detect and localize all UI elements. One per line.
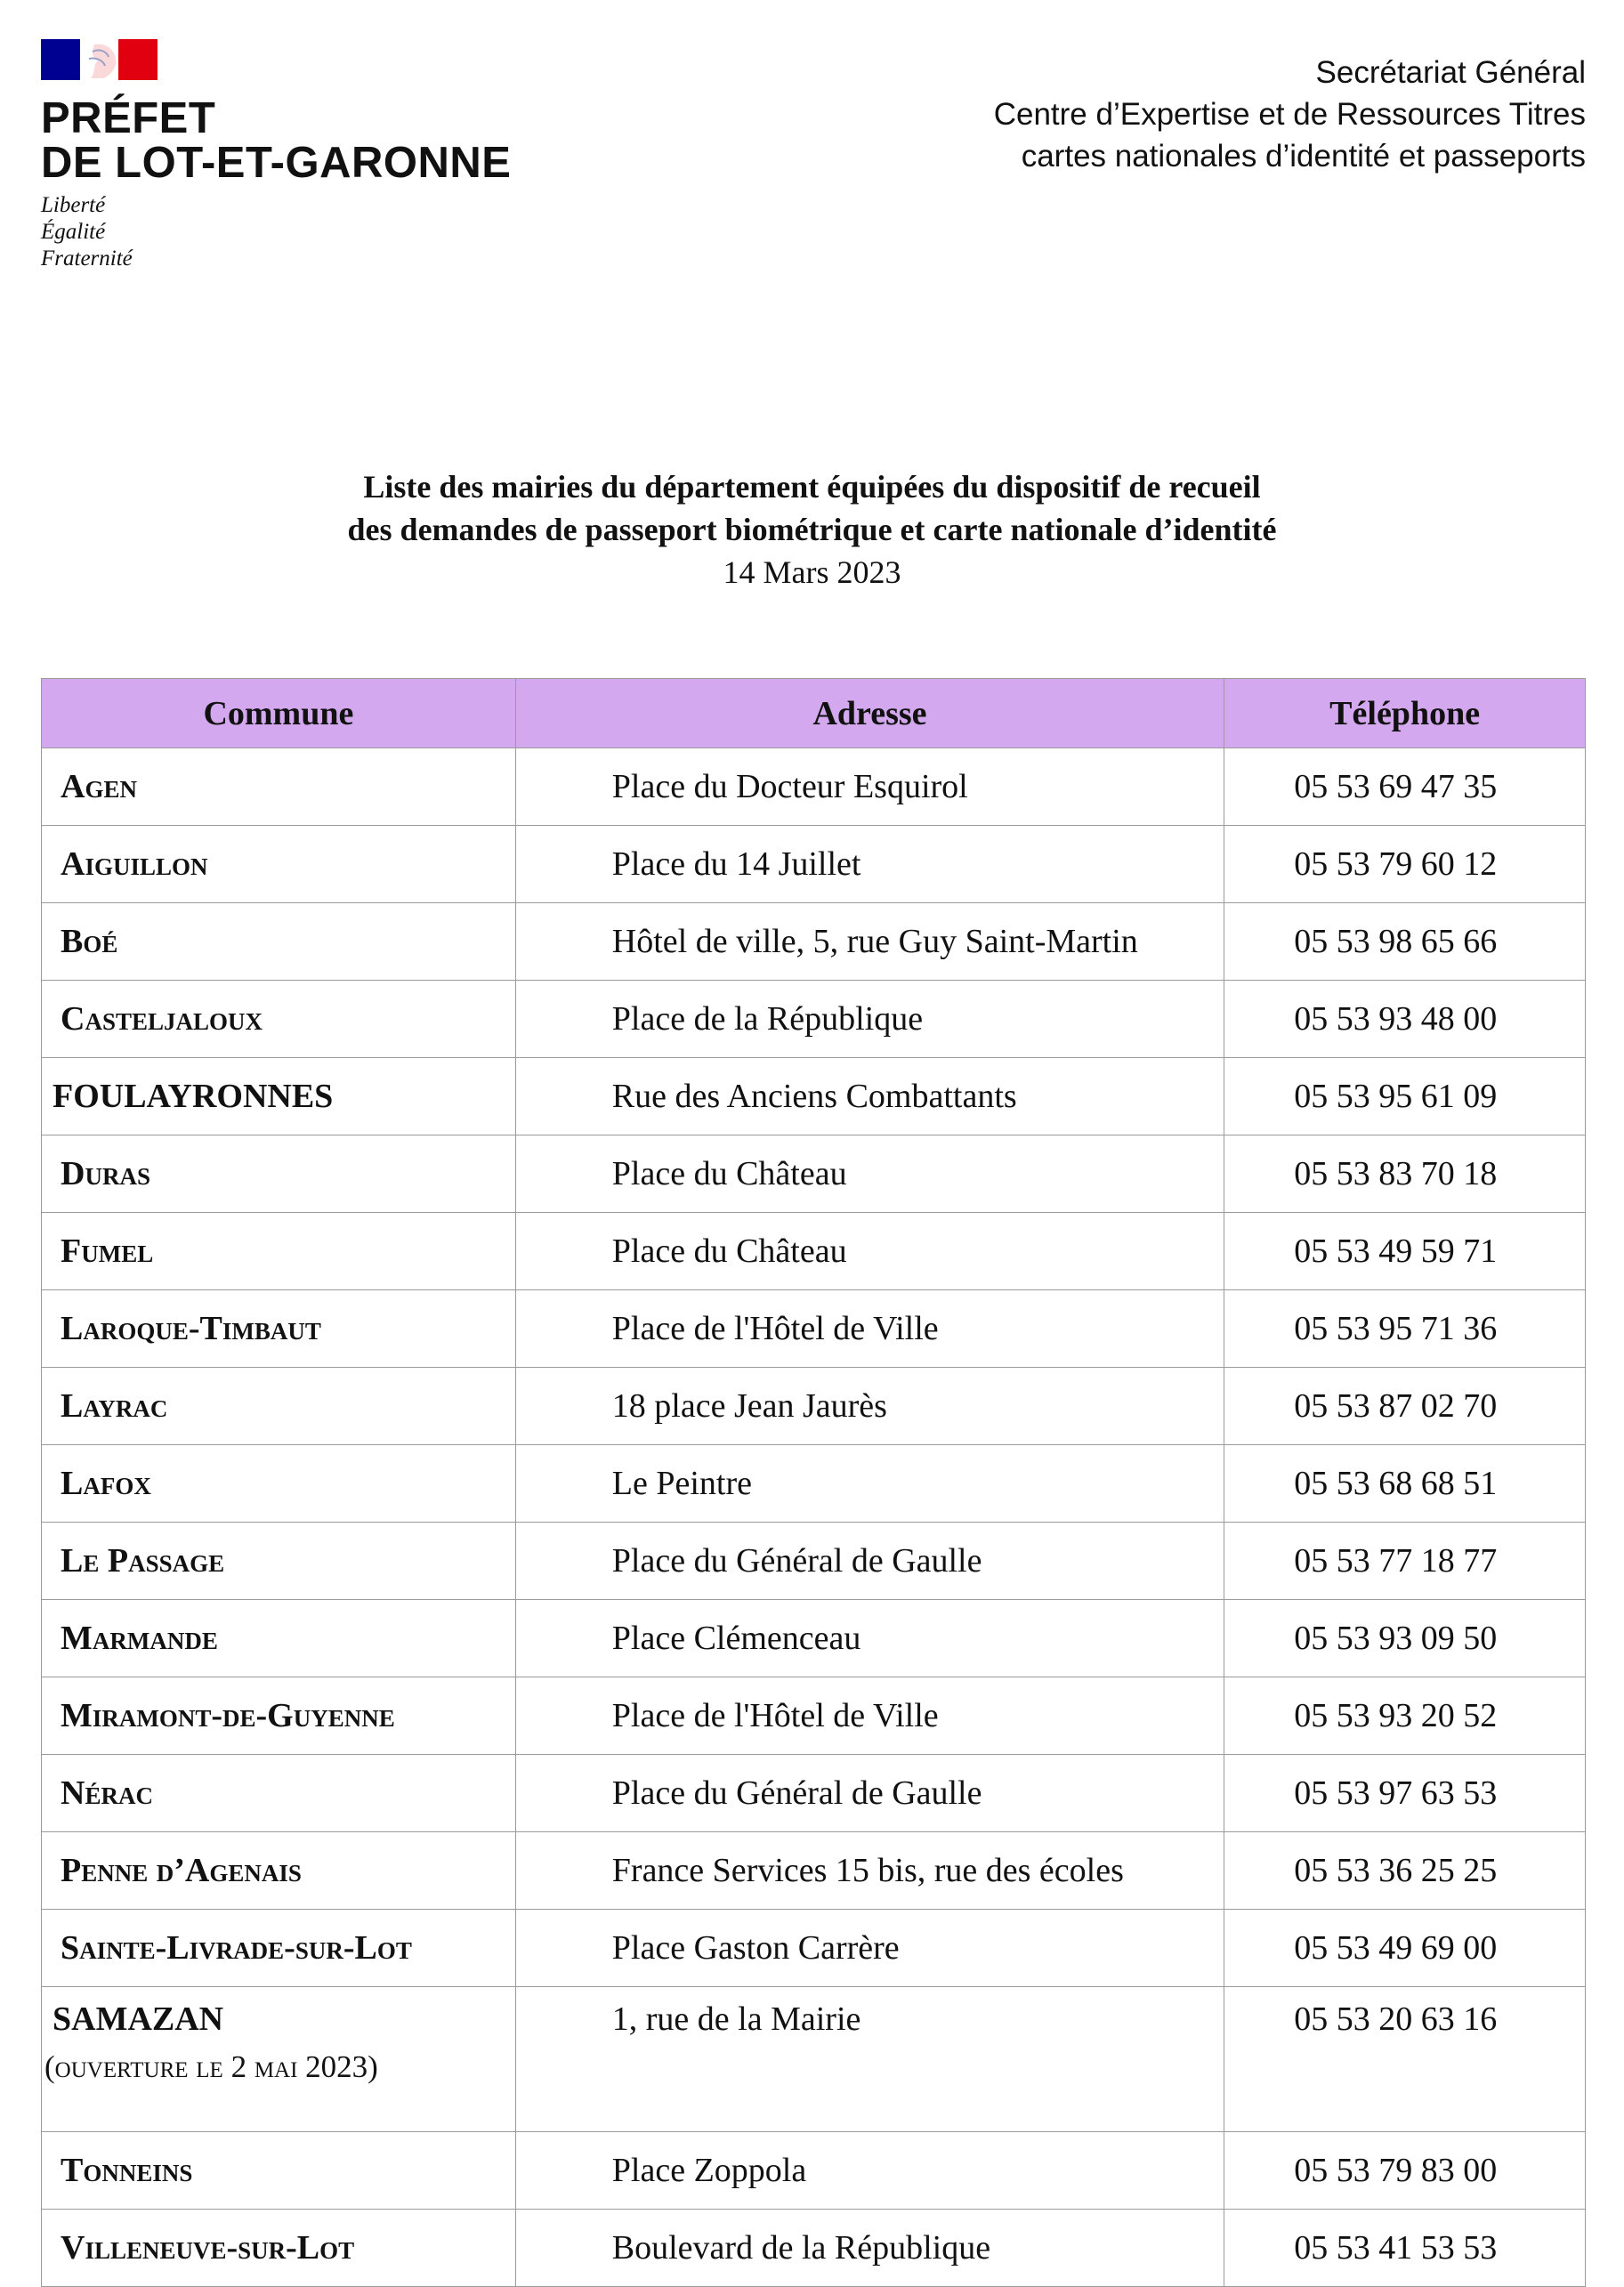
- service-line-2: Centre d’Expertise et de Ressources Titres: [993, 97, 1586, 132]
- marianne-flag-icon: [41, 39, 158, 80]
- header-commune: Commune: [42, 679, 516, 748]
- telephone-cell: 05 53 41 53 53: [1224, 2210, 1586, 2287]
- telephone-cell: 05 53 79 83 00: [1224, 2132, 1586, 2210]
- commune-name: Tonneins: [61, 2152, 193, 2189]
- telephone-cell: 05 53 36 25 25: [1224, 1832, 1586, 1910]
- commune-cell: [42, 1058, 516, 1135]
- adresse-cell: 18 place Jean Jaurès: [515, 1368, 1224, 1445]
- commune-cell: [42, 1832, 516, 1910]
- commune-name: Le Passage: [61, 1542, 225, 1580]
- mairies-table: [41, 678, 1586, 2287]
- table-row: [42, 1523, 1586, 1600]
- commune-note: (ouverture le 2 mai 2023): [44, 2049, 378, 2084]
- adresse-cell: Place du 14 Juillet: [515, 826, 1224, 903]
- prefecture-logo-block: [41, 39, 539, 272]
- adresse-cell: France Services 15 bis, rue des écoles: [515, 1832, 1224, 1910]
- commune-cell: [42, 748, 516, 826]
- motto-egalite: Égalité: [41, 220, 106, 244]
- telephone-cell: 05 53 68 68 51: [1224, 1445, 1586, 1523]
- telephone-cell: 05 53 79 60 12: [1224, 826, 1586, 903]
- adresse-cell: 1, rue de la Mairie: [515, 1987, 1224, 2132]
- commune-name: Penne d’Agenais: [61, 1852, 302, 1889]
- commune-name: Casteljaloux: [61, 1000, 263, 1038]
- telephone-cell: 05 53 98 65 66: [1224, 903, 1586, 981]
- service-header: [994, 52, 1586, 177]
- telephone-cell: 05 53 69 47 35: [1224, 748, 1586, 826]
- commune-cell: [42, 2210, 516, 2287]
- table-row: [42, 826, 1586, 903]
- adresse-cell: Place de l'Hôtel de Ville: [515, 1677, 1224, 1755]
- table-row: [42, 1600, 1586, 1677]
- commune-name: Agen: [61, 768, 137, 805]
- adresse-cell: Place du Général de Gaulle: [515, 1755, 1224, 1832]
- telephone-cell: 05 53 49 59 71: [1224, 1213, 1586, 1290]
- title-line-1: Liste des mairies du département équipées du dispositif de recueil: [363, 469, 1261, 505]
- telephone-cell: 05 53 20 63 16: [1224, 1987, 1586, 2132]
- table-row: [42, 903, 1586, 981]
- telephone-cell: 05 53 95 61 09: [1224, 1058, 1586, 1135]
- commune-cell: [42, 1213, 516, 1290]
- table-row: [42, 1987, 1586, 2132]
- commune-name: Laroque-Timbaut: [61, 1310, 321, 1347]
- adresse-cell: Place du Docteur Esquirol: [515, 748, 1224, 826]
- commune-name: Nérac: [61, 1774, 153, 1812]
- motto-liberte: Liberté: [41, 193, 106, 217]
- table-row: [42, 1445, 1586, 1523]
- telephone-cell: 05 53 93 20 52: [1224, 1677, 1586, 1755]
- commune-cell: [42, 1755, 516, 1832]
- service-line-1: Secrétariat Général: [1315, 55, 1586, 90]
- header-adresse: Adresse: [515, 679, 1224, 748]
- table-row: [42, 1832, 1586, 1910]
- commune-cell: [42, 1523, 516, 1600]
- motto-fraternite: Fraternité: [41, 246, 133, 271]
- commune-cell: [42, 826, 516, 903]
- header-telephone: Téléphone: [1224, 679, 1586, 748]
- table-row: [42, 1290, 1586, 1368]
- commune-cell: [42, 903, 516, 981]
- adresse-cell: Le Peintre: [515, 1445, 1224, 1523]
- table-row: [42, 1213, 1586, 1290]
- adresse-cell: Place du Château: [515, 1135, 1224, 1213]
- table-row: [42, 1058, 1586, 1135]
- telephone-cell: 05 53 83 70 18: [1224, 1135, 1586, 1213]
- telephone-cell: 05 53 93 09 50: [1224, 1600, 1586, 1677]
- commune-cell: [42, 1445, 516, 1523]
- title-date: 14 Mars 2023: [723, 554, 901, 590]
- commune-name: Boé: [61, 923, 118, 960]
- prefet-title-line1: PRÉFET: [41, 94, 216, 142]
- table-row: [42, 748, 1586, 826]
- commune-cell: [42, 1600, 516, 1677]
- document-title: [0, 465, 1624, 594]
- commune-cell: [42, 1290, 516, 1368]
- telephone-cell: 05 53 49 69 00: [1224, 1910, 1586, 1987]
- commune-name: Marmande: [61, 1620, 218, 1657]
- commune-cell: [42, 1987, 516, 2132]
- commune-cell: [42, 1677, 516, 1755]
- adresse-cell: Place Clémenceau: [515, 1600, 1224, 1677]
- adresse-cell: Place du Général de Gaulle: [515, 1523, 1224, 1600]
- adresse-cell: Place de la République: [515, 981, 1224, 1058]
- table-row: [42, 981, 1586, 1058]
- adresse-cell: Place du Château: [515, 1213, 1224, 1290]
- telephone-cell: 05 53 95 71 36: [1224, 1290, 1586, 1368]
- commune-name: Layrac: [61, 1387, 168, 1425]
- commune-cell: [42, 1135, 516, 1213]
- adresse-cell: Hôtel de ville, 5, rue Guy Saint-Martin: [515, 903, 1224, 981]
- adresse-cell: Place de l'Hôtel de Ville: [515, 1290, 1224, 1368]
- adresse-cell: Place Zoppola: [515, 2132, 1224, 2210]
- commune-name: Duras: [61, 1155, 150, 1192]
- adresse-cell: Place Gaston Carrère: [515, 1910, 1224, 1987]
- commune-name: Fumel: [61, 1232, 154, 1270]
- commune-name: FOULAYRONNES: [53, 1078, 334, 1115]
- service-line-3: cartes nationales d’identité et passeports: [1021, 139, 1586, 174]
- prefet-title-line2: DE LOT-ET-GARONNE: [41, 139, 512, 187]
- table-row: [42, 1755, 1586, 1832]
- commune-name: Villeneuve-sur-Lot: [61, 2229, 355, 2267]
- adresse-cell: Boulevard de la République: [515, 2210, 1224, 2287]
- commune-cell: [42, 1368, 516, 1445]
- table-header-row: [42, 679, 1586, 748]
- telephone-cell: 05 53 97 63 53: [1224, 1755, 1586, 1832]
- telephone-cell: 05 53 77 18 77: [1224, 1523, 1586, 1600]
- table-row: [42, 1677, 1586, 1755]
- telephone-cell: 05 53 87 02 70: [1224, 1368, 1586, 1445]
- adresse-cell: Rue des Anciens Combattants: [515, 1058, 1224, 1135]
- commune-cell: [42, 981, 516, 1058]
- commune-cell: [42, 1910, 516, 1987]
- table-row: [42, 2210, 1586, 2287]
- republic-motto: [41, 192, 539, 272]
- telephone-cell: 05 53 93 48 00: [1224, 981, 1586, 1058]
- table-row: [42, 1910, 1586, 1987]
- commune-name: Miramont-de-Guyenne: [61, 1697, 395, 1734]
- title-line-2: des demandes de passeport biométrique et carte nationale d’identité: [347, 512, 1277, 547]
- table-row: [42, 2132, 1586, 2210]
- commune-cell: [42, 2132, 516, 2210]
- table-row: [42, 1368, 1586, 1445]
- commune-name: Sainte-Livrade-sur-Lot: [61, 1929, 412, 1967]
- commune-name: Lafox: [61, 1465, 151, 1502]
- commune-name: SAMAZAN: [53, 2000, 224, 2038]
- commune-name: Aiguillon: [61, 845, 208, 883]
- table-row: [42, 1135, 1586, 1213]
